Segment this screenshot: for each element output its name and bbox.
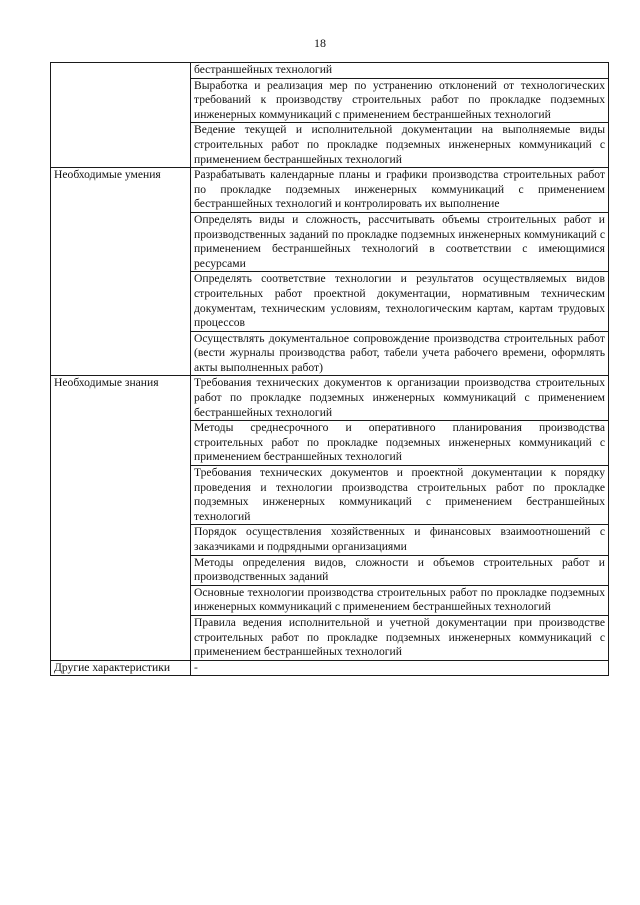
row-text: Ведение текущей и исполнительной документации на выполняемые виды строительных работ по прокладке подземных инженерных коммуникаций с применением бестраншейных технологий	[191, 123, 609, 168]
row-text: Выработка и реализация мер по устранению отклонений от технологических требований к производству строительных работ по прокладке подземных инженерных коммуникаций с применением бестраншейных технологий	[191, 78, 609, 123]
table-row	[51, 660, 609, 676]
page-number: 18	[314, 36, 326, 50]
row-text: Требования технических документов и проектной документации к порядку проведения и технологии производства строительных работ по прокладке подземных инженерных коммуникаций с применением бестраншейных технологий	[191, 466, 609, 525]
row-text: -	[191, 660, 609, 676]
table-row	[51, 168, 609, 213]
requirements-table	[50, 62, 609, 676]
row-text: Основные технологии производства строительных работ по прокладке подземных инженерных коммуникаций с применением бестраншейных технологий	[191, 585, 609, 615]
row-text: Определять соответствие технологии и результатов осуществляемых видов строительных работ проектной документации, нормативным техническим документам, техническим условиям, технологическим картам, картам трудовых процессов	[191, 272, 609, 331]
row-text: Правила ведения исполнительной и учетной документации при производстве строительных работ по прокладке подземных инженерных коммуникаций с применением бестраншейных технологий	[191, 615, 609, 660]
section-label-knowledge: Необходимые знания	[51, 376, 191, 660]
row-text: Порядок осуществления хозяйственных и финансовых взаимоотношений с заказчиками и подрядными организациями	[191, 525, 609, 555]
section-label-skills: Необходимые умения	[51, 168, 191, 376]
row-text: Требования технических документов к организации производства строительных работ по прокладке подземных инженерных коммуникаций с применением бестраншейных технологий	[191, 376, 609, 421]
table-row	[51, 376, 609, 421]
row-label	[51, 63, 191, 168]
section-label-other: Другие характеристики	[51, 660, 191, 676]
row-text: Осуществлять документальное сопровождение производства строительных работ (вести журналы производства работ, табели учета рабочего времени, оформлять акты выполненных работ)	[191, 331, 609, 376]
row-text: Методы определения видов, сложности и объемов строительных работ и производственных заданий	[191, 555, 609, 585]
row-text: бестраншейных технологий	[191, 63, 609, 79]
row-text: Методы среднесрочного и оперативного планирования производства строительных работ по прокладке подземных инженерных коммуникаций с применением бестраншейных технологий	[191, 421, 609, 466]
row-text: Разрабатывать календарные планы и графики производства строительных работ по прокладке подземных инженерных коммуникаций с применением бестраншейных технологий и контролировать их выполнение	[191, 168, 609, 213]
row-text: Определять виды и сложность, рассчитывать объемы строительных работ и производственных заданий по прокладке подземных инженерных коммуникаций с применением бестраншейных технологий в соответствии с имеющимися ресурсами	[191, 212, 609, 271]
table-row	[51, 63, 609, 79]
